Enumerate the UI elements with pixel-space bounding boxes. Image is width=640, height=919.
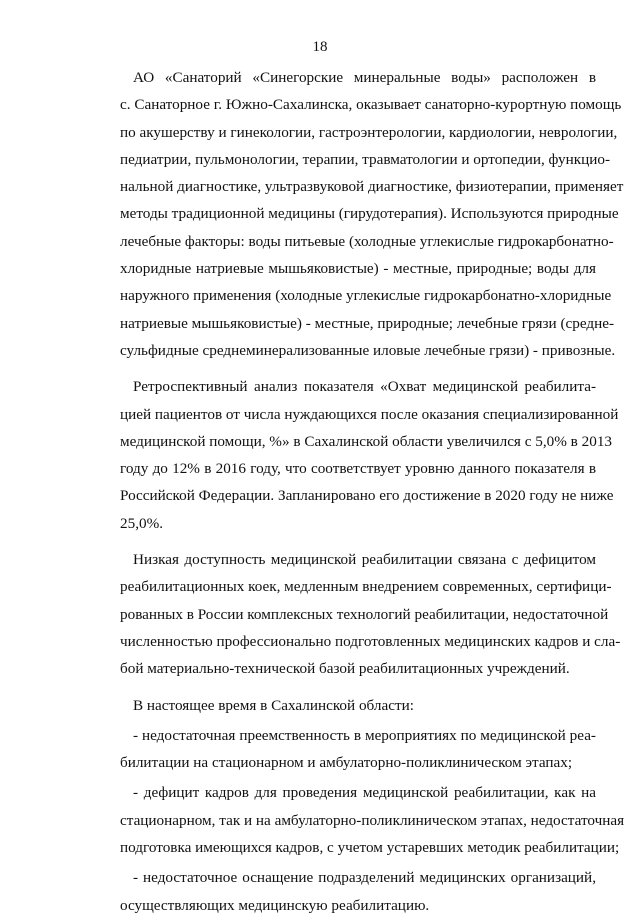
text-line: численностью профессионально подготовленных медицинских кадров и сла- [120,632,621,650]
text-line: 25,0%. [120,514,164,532]
text-line: хлоридные натриевые мышьяковистые) - местные, природные; воды для [120,260,596,278]
list-item-staff-shortage [120,779,625,861]
text-line: натриевые мышьяковистые) - местные, природные; лечебные грязи (средне- [120,314,615,332]
text-line: Низкая доступность медицинской реабилитации связана с дефицитом [133,551,596,569]
text-line: Ретроспективный анализ показателя «Охват медицинской реабилита- [133,378,596,396]
text-line: сульфидные среднеминерализованные иловые лечебные грязи) - привозные. [120,341,616,359]
text-line: подготовка имеющихся кадров, с учетом устаревших методик реабилитации; [120,839,620,857]
text-line: - недостаточное оснащение подразделений медицинских организаций, [133,869,596,887]
text-line: медицинской помощи, %» в Сахалинской области увеличился с 5,0% в 2013 [120,432,613,450]
text-line: рованных в России комплексных технологий реабилитации, недостаточной [120,605,609,623]
text-line: АО «Санаторий «Синегорские минеральные воды» расположен в [133,69,596,86]
text-line: году до 12% в 2016 году, что соответствует уровню данного показателя в [120,460,596,478]
text-line: - дефицит кадров для проведения медицинской реабилитации, как на [133,784,596,802]
list-item-continuity [120,722,596,777]
paragraph-sanatorium [120,64,624,364]
text-line: по акушерству и гинекологии, гастроэнтерологии, кардиологии, неврологии, [120,123,618,141]
text-line: методы традиционной медицины (гирудотерапия). Используются природные [120,205,619,223]
text-line: наружного применения (холодные углекислые гидрокарбонатно-хлоридные [120,287,612,305]
text-line: цией пациентов от числа нуждающихся после оказания специализированной [120,405,619,423]
text-line: Российской Федерации. Запланировано его достижение в 2020 году не ниже [120,487,614,505]
text-line: В настоящее время в Сахалинской области: [133,696,414,714]
text-line: лечебные факторы: воды питьевые (холодные углекислые гидрокарбонатно- [120,232,614,250]
list-item-equipment [120,864,596,919]
text-line: реабилитационных коек, медленным внедрением современных, сертифици- [120,578,612,596]
paragraph-retrospective-analysis [120,373,619,537]
text-line: нальной диагностике, ультразвуковой диагностике, физиотерапии, применяет [120,178,624,196]
page-number: 18 [312,39,328,55]
paragraph-low-accessibility [120,546,621,682]
text-line: осуществляющих медицинскую реабилитацию. [120,896,430,914]
body-text [120,64,625,919]
text-line: бой материально-технической базой реабилитационных учреждений. [120,660,570,678]
text-line: билитации на стационарном и амбулаторно-поликлиническом этапах; [120,754,573,772]
text-line: стационарном, так и на амбулаторно-поликлиническом этапах, недостаточная [120,811,625,829]
text-line: - недостаточная преемственность в мероприятиях по медицинской реа- [133,726,596,744]
text-line: с. Санаторное г. Южно-Сахалинска, оказывает санаторно-курортную помощь [120,96,622,114]
paragraph-current-situation [120,692,596,719]
text-line: педиатрии, пульмонологии, терапии, травматологии и ортопедии, функцио- [120,150,611,168]
